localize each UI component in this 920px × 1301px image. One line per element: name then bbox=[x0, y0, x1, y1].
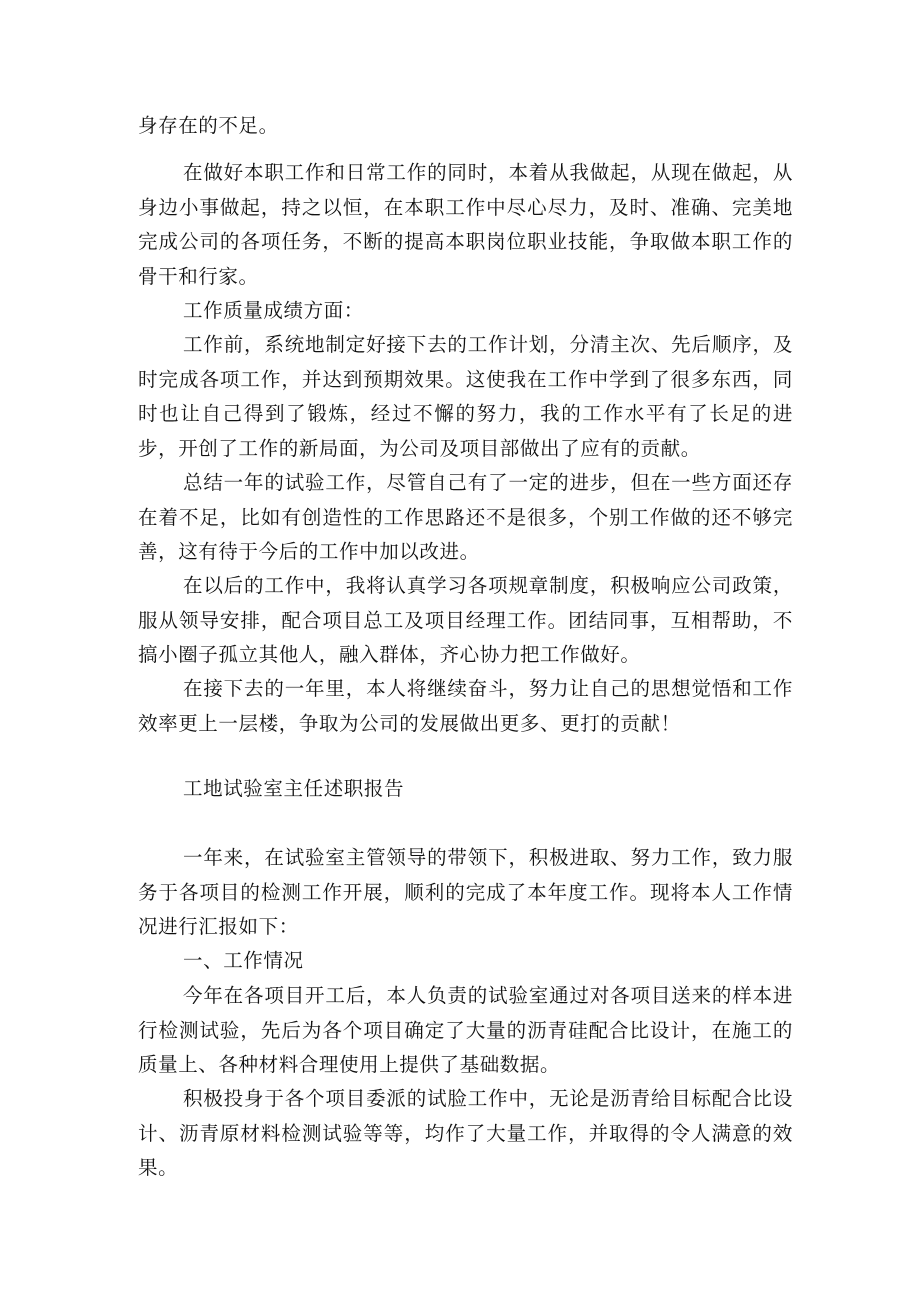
paragraph-heading-work-status: 一、工作情况 bbox=[183, 949, 304, 972]
paragraph-asphalt-work: 积极投身于各个项目委派的试脸工作中，无论是沥青给目标配合比设计、沥青原材料检测试验等等，均作了大量工作，并取得的令人满意的效果。 bbox=[138, 1087, 793, 1179]
paragraph-intro: 一年来，在试验室主管领导的带领下，积极进取、努力工作，致力服务于各项目的检测工作开展，顺利的完成了本年度工作。现将本人工作情况进行汇报如下： bbox=[138, 846, 793, 938]
paragraph-year-summary: 总结一年的试验工作，尽管自己有了一定的进步，但在一些方面还存在着不足，比如有创造性的工作思路还不是很多，个别工作做的还不够完善，这有待于今后的工作中加以改进。 bbox=[138, 471, 793, 563]
paragraph-work-planning: 工作前，系统地制定好接下去的工作计划，分清主次、先后顺序，及时完成各项工作，并达到预期效果。这使我在工作中学到了很多东西，同时也让自己得到了锻炼，经过不懈的努力，我的工作水平有了长足的进步，开创了工作的新局面，为公司及项目部做出了应有的贡献。 bbox=[138, 333, 793, 460]
section-title: 工地试验室主任述职报告 bbox=[183, 777, 405, 800]
paragraph-future-work: 在以后的工作中，我将认真学习各项规章制度，积极响应公司政策，服从领导安排，配合项目总工及项目经理工作。团结同事，互相帮助，不搞小圈子孤立其他人，融入群体，齐心协力把工作做好。 bbox=[138, 574, 793, 666]
paragraph-testing-work: 今年在各项目开工后，本人负责的试验室通过对各项目送来的样本进行检测试验，先后为各个项目确定了大量的沥青硅配合比设计，在施工的质量上、各种材料合理使用上提供了基础数据。 bbox=[138, 984, 793, 1076]
paragraph-commitment: 在做好本职工作和日常工作的同时，本着从我做起，从现在做起，从身边小事做起，持之以恒，在本职工作中尽心尽力，及时、准确、完美地完成公司的各项任务，不断的提高本职岗位职业技能，争取做本职工作的骨干和行家。 bbox=[138, 161, 793, 288]
paragraph-next-year: 在接下去的一年里，本人将继续奋斗，努力让自己的思想觉悟和工作效率更上一层楼，争取为公司的发展做出更多、更打的贡献！ bbox=[138, 677, 793, 735]
paragraph-quality-heading: 工作质量成绩方面： bbox=[183, 299, 364, 322]
paragraph-continuation: 身存在的不足。 bbox=[138, 114, 279, 137]
